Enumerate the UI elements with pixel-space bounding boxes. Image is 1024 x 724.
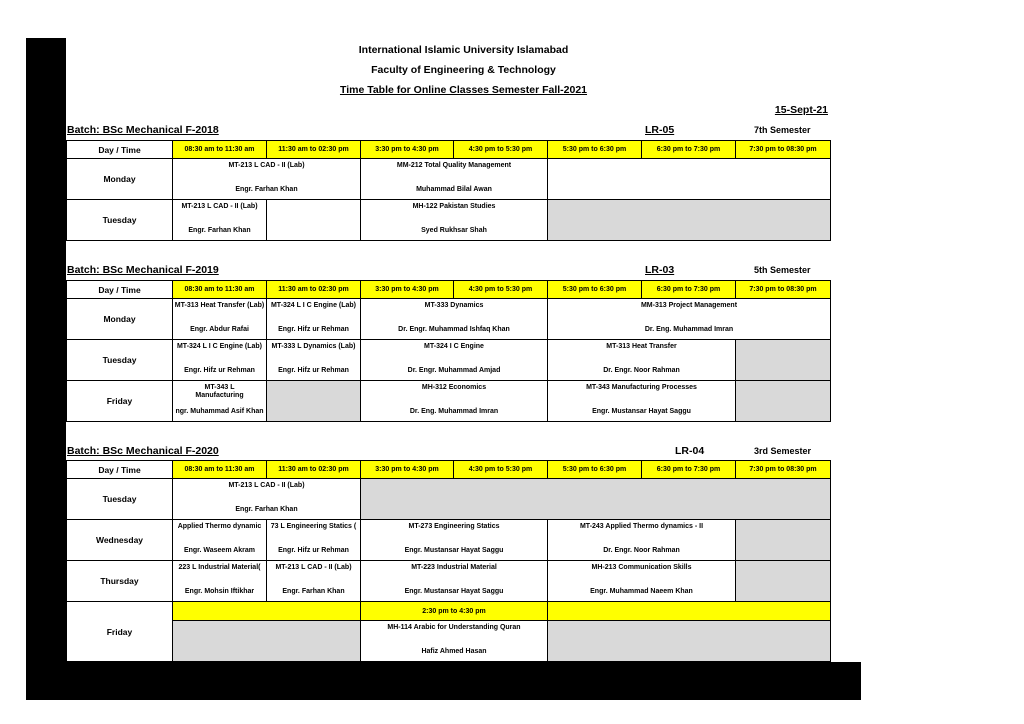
- slot-5: 5:30 pm to 6:30 pm: [548, 141, 642, 159]
- slot-2: 11:30 am to 02:30 pm: [267, 461, 361, 479]
- course-name: MT-324 I C Engine: [424, 343, 484, 350]
- instructor-name: Engr. Mohsin Iftikhar: [184, 588, 255, 595]
- class-cell: [173, 159, 361, 200]
- course-name: 73 L Engineering Statics (: [270, 523, 357, 530]
- instructor-name: Engr. Farhan Khan: [188, 227, 251, 234]
- slot-6: 6:30 pm to 7:30 pm: [642, 461, 736, 479]
- class-cell: [361, 299, 548, 340]
- unavailable-cell: [736, 520, 831, 561]
- slot-5: 5:30 pm to 6:30 pm: [548, 461, 642, 479]
- course-name: MT-324 L I C Engine (Lab): [270, 302, 357, 309]
- slot-1: 08:30 am to 11:30 am: [173, 141, 267, 159]
- course-name: MT-343 Manufacturing Processes: [586, 384, 697, 391]
- slot-7: 7:30 pm to 08:30 pm: [736, 281, 831, 299]
- instructor-name: Dr. Engr. Noor Rahman: [603, 367, 680, 374]
- class-cell: [548, 520, 736, 561]
- empty-cell: [267, 200, 361, 241]
- batch-title: Batch: BSc Mechanical F-2018: [67, 124, 219, 136]
- instructor-name: Engr. Abdur Rafai: [190, 326, 249, 333]
- class-cell: [173, 381, 267, 422]
- slot-2: 11:30 am to 02:30 pm: [267, 281, 361, 299]
- batch-2018-table: [66, 140, 831, 241]
- course-name: MT-333 L Dynamics (Lab): [271, 343, 356, 350]
- highlight-cell: [173, 602, 361, 621]
- day-tuesday: Tuesday: [67, 340, 173, 381]
- class-cell: [173, 479, 361, 520]
- instructor-name: Dr. Eng. Muhammad Imran: [409, 408, 499, 415]
- day-monday: Monday: [67, 299, 173, 340]
- unavailable-cell: [736, 381, 831, 422]
- room-label: LR-04: [675, 445, 705, 457]
- header-day-time: Day / Time: [67, 281, 173, 299]
- instructor-name: Engr. Farhan Khan: [235, 186, 298, 193]
- class-cell: [173, 520, 267, 561]
- class-cell: [361, 561, 548, 602]
- course-name: MM-212 Total Quality Management: [396, 162, 512, 169]
- class-cell: [361, 159, 548, 200]
- unavailable-cell: [736, 340, 831, 381]
- unavailable-cell: [361, 479, 831, 520]
- scan-border-left: [26, 38, 66, 700]
- day-tuesday: Tuesday: [67, 479, 173, 520]
- room-label: LR-03: [645, 264, 675, 276]
- instructor-name: Engr. Hifz ur Rehman: [278, 326, 349, 333]
- friday-time-slot: 2:30 pm to 4:30 pm: [361, 602, 548, 621]
- instructor-name: Dr. Engr. Muhammad Ishfaq Khan: [398, 326, 510, 333]
- instructor-name: Engr. Mustansar Hayat Saggu: [404, 588, 504, 595]
- course-name: MT-273 Engineering Statics: [408, 523, 500, 530]
- batch-title: Batch: BSc Mechanical F-2020: [67, 445, 219, 457]
- class-cell: [548, 340, 736, 381]
- slot-1: 08:30 am to 11:30 am: [173, 281, 267, 299]
- instructor-name: Dr. Engr. Noor Rahman: [603, 547, 680, 554]
- slot-4: 4:30 pm to 5:30 pm: [454, 461, 548, 479]
- instructor-name: Engr. Farhan Khan: [235, 506, 298, 513]
- date: 15-Sept-21: [774, 104, 828, 116]
- unavailable-cell: [548, 200, 831, 241]
- university-name: International Islamic University Islamabad: [358, 44, 569, 56]
- day-tuesday: Tuesday: [67, 200, 173, 241]
- course-name: MT-343 L Manufacturing: [195, 384, 244, 399]
- course-name: MH-312 Economics: [421, 384, 487, 391]
- course-name: MH-213 Communication Skills: [591, 564, 692, 571]
- unavailable-cell: [173, 621, 361, 662]
- day-wednesday: Wednesday: [67, 520, 173, 561]
- batch-title: Batch: BSc Mechanical F-2019: [67, 264, 219, 276]
- highlight-cell: [548, 602, 831, 621]
- course-name: MT-313 Heat Transfer (Lab): [174, 302, 265, 309]
- instructor-name: Syed Rukhsar Shah: [421, 227, 487, 234]
- class-cell: [361, 200, 548, 241]
- batch-2019-table: [66, 280, 831, 422]
- course-name: MT-213 L CAD - II (Lab): [275, 564, 352, 571]
- instructor-name: Engr. Muhammad Naeem Khan: [590, 588, 693, 595]
- header-day-time: Day / Time: [67, 141, 173, 159]
- course-name: MT-324 L I C Engine (Lab): [176, 343, 263, 350]
- day-friday: Friday: [67, 602, 173, 662]
- batch-2020-table: [66, 460, 831, 662]
- slot-4: 4:30 pm to 5:30 pm: [454, 281, 548, 299]
- course-name: MH-122 Pakistan Studies: [412, 203, 496, 210]
- slot-6: 6:30 pm to 7:30 pm: [642, 281, 736, 299]
- instructor-name: Engr. Mustansar Hayat Saggu: [404, 547, 504, 554]
- day-monday: Monday: [67, 159, 173, 200]
- class-cell: [173, 299, 267, 340]
- day-thursday: Thursday: [67, 561, 173, 602]
- day-friday: Friday: [67, 381, 173, 422]
- course-name: 223 L Industrial Material(: [178, 564, 261, 571]
- course-name: MT-213 L CAD - II (Lab): [228, 162, 305, 169]
- class-cell: [548, 381, 736, 422]
- course-name: MT-223 Industrial Material: [411, 564, 497, 571]
- class-cell: [173, 340, 267, 381]
- course-name: Applied Thermo dynamic: [177, 523, 262, 530]
- slot-3: 3:30 pm to 4:30 pm: [361, 141, 454, 159]
- slot-4: 4:30 pm to 5:30 pm: [454, 141, 548, 159]
- empty-cell: [548, 159, 831, 200]
- course-name: MT-213 L CAD - II (Lab): [181, 203, 258, 210]
- unavailable-cell: [548, 621, 831, 662]
- class-cell: [548, 299, 831, 340]
- semester-label: 7th Semester: [754, 125, 811, 135]
- room-label: LR-05: [645, 124, 675, 136]
- semester-label: 5th Semester: [754, 265, 811, 275]
- slot-7: 7:30 pm to 08:30 pm: [736, 461, 831, 479]
- class-cell: [173, 200, 267, 241]
- unavailable-cell: [267, 381, 361, 422]
- document-title: Time Table for Online Classes Semester Fall-2021: [339, 84, 588, 96]
- faculty-name: Faculty of Engineering & Technology: [371, 64, 556, 76]
- instructor-name: Engr. Hifz ur Rehman: [278, 547, 349, 554]
- class-cell: [361, 340, 548, 381]
- slot-2: 11:30 am to 02:30 pm: [267, 141, 361, 159]
- slot-1: 08:30 am to 11:30 am: [173, 461, 267, 479]
- timetable-page: [66, 38, 861, 662]
- instructor-name: Muhammad Bilal Awan: [416, 186, 492, 193]
- instructor-name: Hafiz Ahmed Hasan: [421, 648, 487, 655]
- course-name: MT-313 Heat Transfer: [606, 343, 677, 350]
- course-name: MH-114 Arabic for Understanding Quran: [387, 624, 521, 631]
- instructor-name: Engr. Hifz ur Rehman: [278, 367, 349, 374]
- class-cell: [267, 340, 361, 381]
- instructor-name: Dr. Eng. Muhammad Imran: [644, 326, 734, 333]
- slot-6: 6:30 pm to 7:30 pm: [642, 141, 736, 159]
- instructor-name: Engr. Hifz ur Rehman: [184, 367, 255, 374]
- instructor-name: Engr. Farhan Khan: [282, 588, 345, 595]
- course-name: MT-243 Applied Thermo dynamics - II: [579, 523, 704, 530]
- unavailable-cell: [736, 561, 831, 602]
- course-name: MT-213 L CAD - II (Lab): [228, 482, 305, 489]
- slot-5: 5:30 pm to 6:30 pm: [548, 281, 642, 299]
- semester-label: 3rd Semester: [754, 446, 812, 456]
- instructor-name: Engr. Waseem Akram: [183, 547, 256, 554]
- instructor-name: Engr. Mustansar Hayat Saggu: [592, 408, 691, 415]
- header-day-time: Day / Time: [67, 461, 173, 479]
- instructor-name: Dr. Engr. Muhammad Amjad: [407, 367, 501, 374]
- class-cell: [548, 561, 736, 602]
- slot-3: 3:30 pm to 4:30 pm: [361, 281, 454, 299]
- slot-7: 7:30 pm to 08:30 pm: [736, 141, 831, 159]
- course-name: MM-313 Project Management: [640, 302, 738, 309]
- course-name: MT-333 Dynamics: [424, 302, 484, 309]
- slot-3: 3:30 pm to 4:30 pm: [361, 461, 454, 479]
- class-cell: [267, 299, 361, 340]
- class-cell: [361, 621, 548, 662]
- scan-border-bottom: [26, 662, 861, 700]
- class-cell: [173, 561, 267, 602]
- class-cell: [267, 520, 361, 561]
- instructor-name: ngr. Muhammad Asif Khan: [175, 408, 264, 415]
- class-cell: [267, 561, 361, 602]
- class-cell: [361, 381, 548, 422]
- class-cell: [361, 520, 548, 561]
